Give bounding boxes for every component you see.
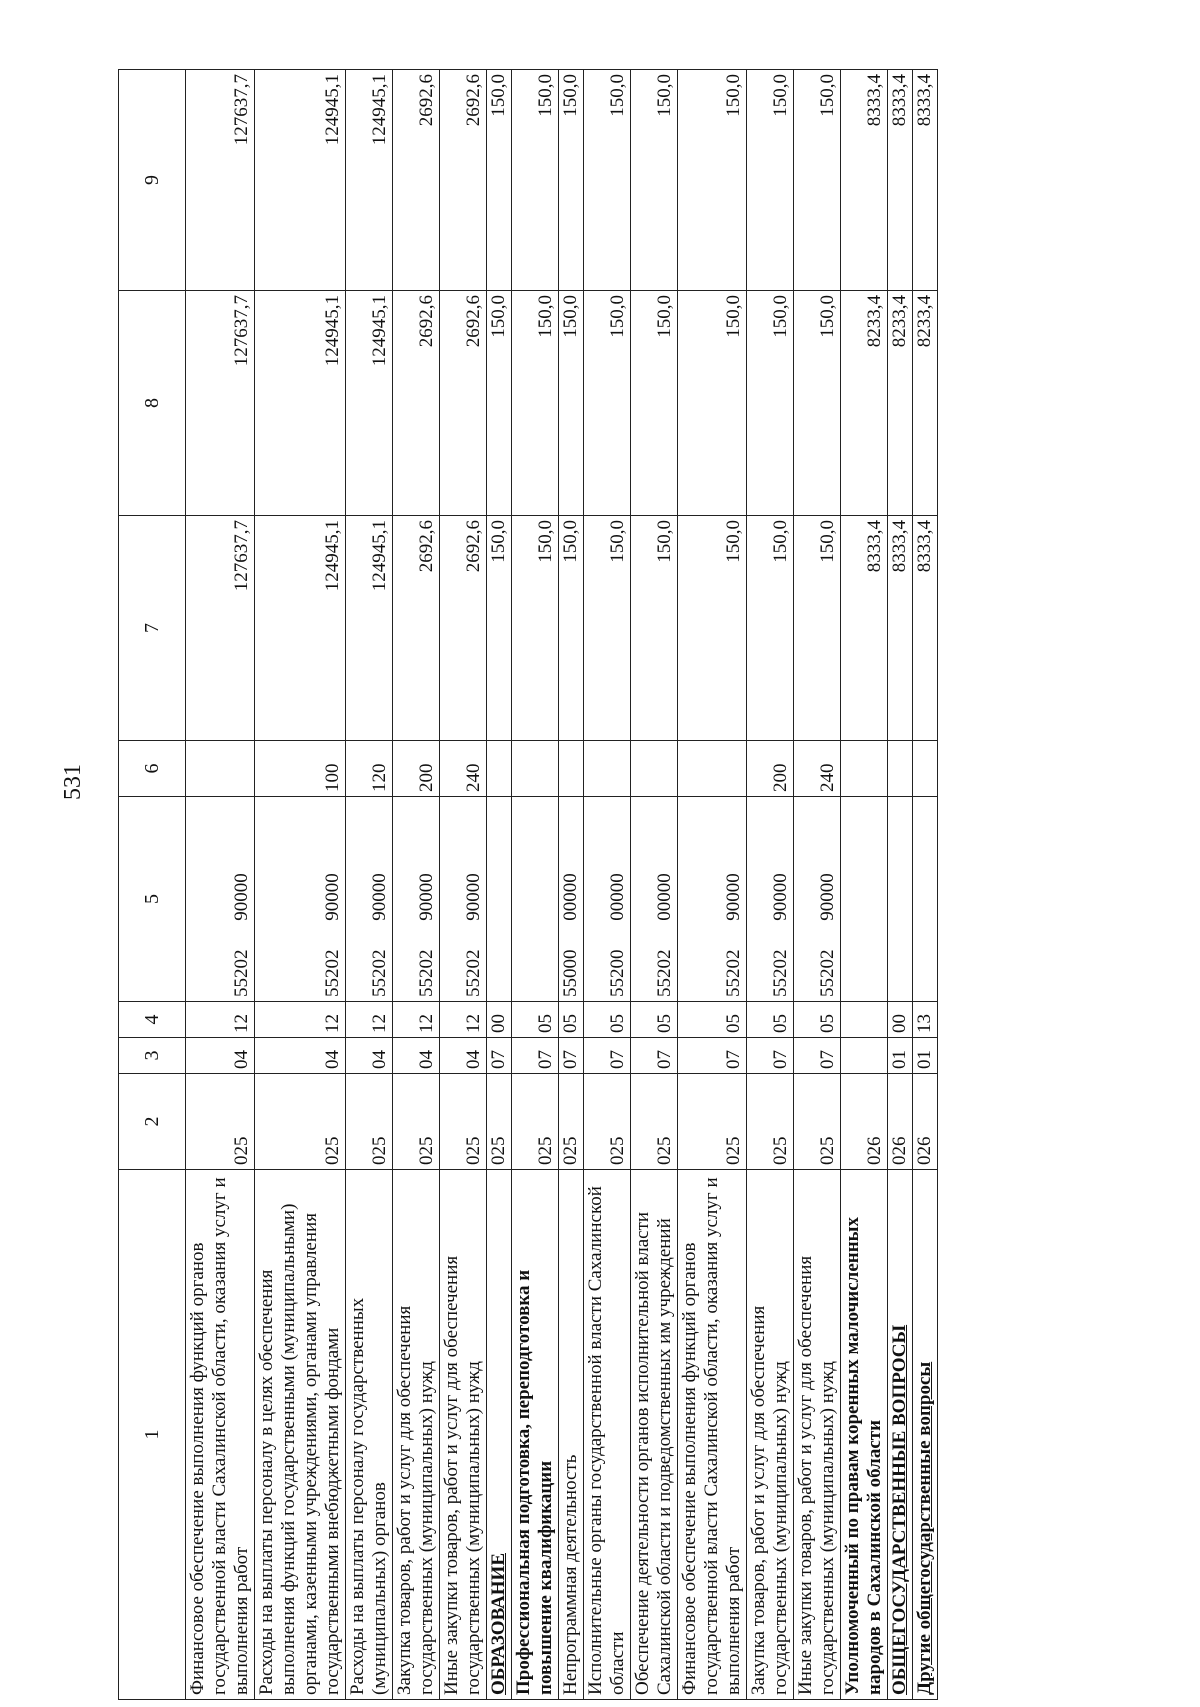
row-name-cell: Профессиональная подготовка, переподготовка и повышение квалификации <box>512 1170 559 1700</box>
expense-type-cell: 120 <box>346 741 393 797</box>
amount-col8-cell: 2692,6 <box>440 291 487 516</box>
admin-code-cell: 026 <box>841 1074 888 1170</box>
table-header-row <box>119 70 186 1700</box>
admin-code-cell: 026 <box>913 1074 938 1170</box>
amount-col7-cell: 150,0 <box>631 516 678 741</box>
amount-col8-cell: 150,0 <box>584 291 631 516</box>
header-cell: 2 <box>119 1074 186 1170</box>
row-name-cell: Непрограммная деятельность <box>559 1170 584 1700</box>
subsection-code-cell: 05 <box>631 1002 678 1038</box>
admin-code-cell: 025 <box>487 1074 512 1170</box>
amount-col7-cell: 8333,4 <box>913 516 938 741</box>
program-code-cell <box>841 797 888 1002</box>
amount-col7-cell: 127637,7 <box>186 516 255 741</box>
admin-code-cell: 025 <box>255 1074 346 1170</box>
row-name-cell: Иные закупки товаров, работ и услуг для обеспечения государственных (муниципальных) нужд <box>440 1170 487 1700</box>
admin-code-cell: 025 <box>512 1074 559 1170</box>
amount-col7-cell: 150,0 <box>487 516 512 741</box>
rotated-table-container <box>118 70 1100 1700</box>
amount-col8-cell: 8233,4 <box>913 291 938 516</box>
table-row <box>794 70 841 1700</box>
admin-code-cell: 025 <box>794 1074 841 1170</box>
row-name-cell: Закупка товаров, работ и услуг для обеспечения государственных (муниципальных) нужд <box>747 1170 794 1700</box>
table-row <box>346 70 393 1700</box>
table-row <box>440 70 487 1700</box>
expense-type-cell <box>487 741 512 797</box>
admin-code-cell: 025 <box>631 1074 678 1170</box>
section-code-cell: 07 <box>794 1038 841 1074</box>
row-name-cell: Исполнительные органы государственной власти Сахалинской области <box>584 1170 631 1700</box>
expense-type-cell <box>186 741 255 797</box>
subsection-code-cell: 12 <box>346 1002 393 1038</box>
amount-col7-cell: 124945,1 <box>346 516 393 741</box>
table-row <box>393 70 440 1700</box>
row-name-cell: Обеспечение деятельности органов исполнительной власти Сахалинской области и подведомственных им учреждений <box>631 1170 678 1700</box>
row-name-cell: Иные закупки товаров, работ и услуг для обеспечения государственных (муниципальных) нужд <box>794 1170 841 1700</box>
expense-type-cell <box>559 741 584 797</box>
header-cell: 8 <box>119 291 186 516</box>
amount-col7-cell: 2692,6 <box>440 516 487 741</box>
subsection-code-cell: 13 <box>913 1002 938 1038</box>
table-row <box>255 70 346 1700</box>
header-cell: 4 <box>119 1002 186 1038</box>
subsection-code-cell: 05 <box>747 1002 794 1038</box>
table-row <box>747 70 794 1700</box>
amount-col8-cell: 124945,1 <box>346 291 393 516</box>
budget-table <box>118 69 938 1700</box>
amount-col7-cell: 124945,1 <box>255 516 346 741</box>
section-code-cell: 07 <box>747 1038 794 1074</box>
program-code-cell <box>512 797 559 1002</box>
amount-col8-cell: 150,0 <box>678 291 747 516</box>
program-code-cell: 55202 90000 <box>747 797 794 1002</box>
section-code-cell: 04 <box>255 1038 346 1074</box>
table-row <box>186 70 255 1700</box>
program-code-cell: 55202 90000 <box>440 797 487 1002</box>
expense-type-cell: 240 <box>440 741 487 797</box>
subsection-code-cell: 05 <box>512 1002 559 1038</box>
section-code-cell: 04 <box>393 1038 440 1074</box>
header-cell: 5 <box>119 797 186 1002</box>
table-row <box>841 70 888 1700</box>
amount-col9-cell: 150,0 <box>631 70 678 291</box>
program-code-cell: 55200 00000 <box>584 797 631 1002</box>
table-row <box>913 70 938 1700</box>
row-name-cell: Уполномоченный по правам коренных малочисленных народов в Сахалинской области <box>841 1170 888 1700</box>
subsection-code-cell: 05 <box>559 1002 584 1038</box>
section-code-cell: 04 <box>186 1038 255 1074</box>
table-row <box>631 70 678 1700</box>
amount-col8-cell: 150,0 <box>487 291 512 516</box>
admin-code-cell: 025 <box>678 1074 747 1170</box>
section-code-cell: 07 <box>487 1038 512 1074</box>
amount-col7-cell: 150,0 <box>559 516 584 741</box>
subsection-code-cell: 05 <box>584 1002 631 1038</box>
program-code-cell: 55202 00000 <box>631 797 678 1002</box>
subsection-code-cell: 12 <box>440 1002 487 1038</box>
expense-type-cell <box>888 741 913 797</box>
subsection-code-cell: 12 <box>255 1002 346 1038</box>
program-code-cell <box>913 797 938 1002</box>
program-code-cell <box>487 797 512 1002</box>
expense-type-cell: 240 <box>794 741 841 797</box>
amount-col8-cell: 150,0 <box>794 291 841 516</box>
row-name-cell: Расходы на выплаты персоналу в целях обеспечения выполнения функций государственными (муниципальными) органами, казенными учреждениями, органами управления государственными внебюджетными фондами <box>255 1170 346 1700</box>
program-code-cell: 55202 90000 <box>678 797 747 1002</box>
amount-col9-cell: 150,0 <box>794 70 841 291</box>
amount-col7-cell: 150,0 <box>678 516 747 741</box>
section-code-cell: 04 <box>440 1038 487 1074</box>
table-row <box>487 70 512 1700</box>
amount-col8-cell: 2692,6 <box>393 291 440 516</box>
program-code-cell <box>888 797 913 1002</box>
expense-type-cell <box>841 741 888 797</box>
amount-col9-cell: 8333,4 <box>888 70 913 291</box>
program-code-cell: 55202 90000 <box>393 797 440 1002</box>
subsection-code-cell: 12 <box>393 1002 440 1038</box>
amount-col9-cell: 127637,7 <box>186 70 255 291</box>
amount-col9-cell: 8333,4 <box>913 70 938 291</box>
subsection-code-cell: 00 <box>487 1002 512 1038</box>
table-body <box>186 70 938 1700</box>
row-name-cell: ОБЩЕГОСУДАРСТВЕННЫЕ ВОПРОСЫ <box>888 1170 913 1700</box>
amount-col8-cell: 127637,7 <box>186 291 255 516</box>
section-code-cell: 01 <box>913 1038 938 1074</box>
amount-col8-cell: 150,0 <box>512 291 559 516</box>
row-name-cell: Закупка товаров, работ и услуг для обеспечения государственных (муниципальных) нужд <box>393 1170 440 1700</box>
amount-col8-cell: 150,0 <box>747 291 794 516</box>
header-cell: 1 <box>119 1170 186 1700</box>
row-name-cell: Другие общегосударственные вопросы <box>913 1170 938 1700</box>
expense-type-cell: 100 <box>255 741 346 797</box>
table-row <box>678 70 747 1700</box>
amount-col7-cell: 150,0 <box>584 516 631 741</box>
section-code-cell: 07 <box>559 1038 584 1074</box>
table-row <box>512 70 559 1700</box>
row-name-cell: Финансовое обеспечение выполнения функций органов государственной власти Сахалинской области, оказания услуг и выполнения работ <box>678 1170 747 1700</box>
subsection-code-cell: 05 <box>678 1002 747 1038</box>
subsection-code-cell: 12 <box>186 1002 255 1038</box>
section-code-cell: 04 <box>346 1038 393 1074</box>
amount-col9-cell: 150,0 <box>487 70 512 291</box>
amount-col7-cell: 150,0 <box>747 516 794 741</box>
header-cell: 7 <box>119 516 186 741</box>
table-row <box>584 70 631 1700</box>
amount-col9-cell: 124945,1 <box>346 70 393 291</box>
program-code-cell: 55202 90000 <box>794 797 841 1002</box>
amount-col7-cell: 2692,6 <box>393 516 440 741</box>
amount-col9-cell: 8333,4 <box>841 70 888 291</box>
table-row <box>888 70 913 1700</box>
section-code-cell: 07 <box>678 1038 747 1074</box>
admin-code-cell: 026 <box>888 1074 913 1170</box>
amount-col8-cell: 8233,4 <box>841 291 888 516</box>
expense-type-cell <box>584 741 631 797</box>
section-code-cell: 07 <box>512 1038 559 1074</box>
amount-col9-cell: 150,0 <box>512 70 559 291</box>
section-code-cell: 07 <box>584 1038 631 1074</box>
admin-code-cell: 025 <box>559 1074 584 1170</box>
subsection-code-cell <box>841 1002 888 1038</box>
amount-col9-cell: 150,0 <box>584 70 631 291</box>
page-number: 531 <box>60 764 86 800</box>
amount-col8-cell: 124945,1 <box>255 291 346 516</box>
expense-type-cell: 200 <box>393 741 440 797</box>
admin-code-cell: 025 <box>346 1074 393 1170</box>
amount-col8-cell: 8233,4 <box>888 291 913 516</box>
amount-col9-cell: 2692,6 <box>440 70 487 291</box>
section-code-cell: 01 <box>888 1038 913 1074</box>
expense-type-cell <box>631 741 678 797</box>
subsection-code-cell: 00 <box>888 1002 913 1038</box>
amount-col8-cell: 150,0 <box>631 291 678 516</box>
row-name-cell: Расходы на выплаты персоналу государственных (муниципальных) органов <box>346 1170 393 1700</box>
amount-col9-cell: 124945,1 <box>255 70 346 291</box>
amount-col9-cell: 2692,6 <box>393 70 440 291</box>
section-code-cell: 07 <box>631 1038 678 1074</box>
header-cell: 3 <box>119 1038 186 1074</box>
admin-code-cell: 025 <box>393 1074 440 1170</box>
admin-code-cell: 025 <box>440 1074 487 1170</box>
expense-type-cell: 200 <box>747 741 794 797</box>
expense-type-cell <box>678 741 747 797</box>
table-row <box>559 70 584 1700</box>
admin-code-cell: 025 <box>186 1074 255 1170</box>
amount-col9-cell: 150,0 <box>747 70 794 291</box>
program-code-cell: 55202 90000 <box>346 797 393 1002</box>
amount-col7-cell: 8333,4 <box>841 516 888 741</box>
amount-col7-cell: 150,0 <box>512 516 559 741</box>
amount-col7-cell: 8333,4 <box>888 516 913 741</box>
subsection-code-cell: 05 <box>794 1002 841 1038</box>
section-code-cell <box>841 1038 888 1074</box>
row-name-cell: ОБРАЗОВАНИЕ <box>487 1170 512 1700</box>
amount-col9-cell: 150,0 <box>559 70 584 291</box>
program-code-cell: 55202 90000 <box>186 797 255 1002</box>
row-name-cell: Финансовое обеспечение выполнения функций органов государственной власти Сахалинской области, оказания услуг и выполнения работ <box>186 1170 255 1700</box>
amount-col8-cell: 150,0 <box>559 291 584 516</box>
header-cell: 9 <box>119 70 186 291</box>
header-cell: 6 <box>119 741 186 797</box>
program-code-cell: 55202 90000 <box>255 797 346 1002</box>
expense-type-cell <box>913 741 938 797</box>
admin-code-cell: 025 <box>747 1074 794 1170</box>
admin-code-cell: 025 <box>584 1074 631 1170</box>
expense-type-cell <box>512 741 559 797</box>
amount-col9-cell: 150,0 <box>678 70 747 291</box>
amount-col7-cell: 150,0 <box>794 516 841 741</box>
program-code-cell: 55000 00000 <box>559 797 584 1002</box>
